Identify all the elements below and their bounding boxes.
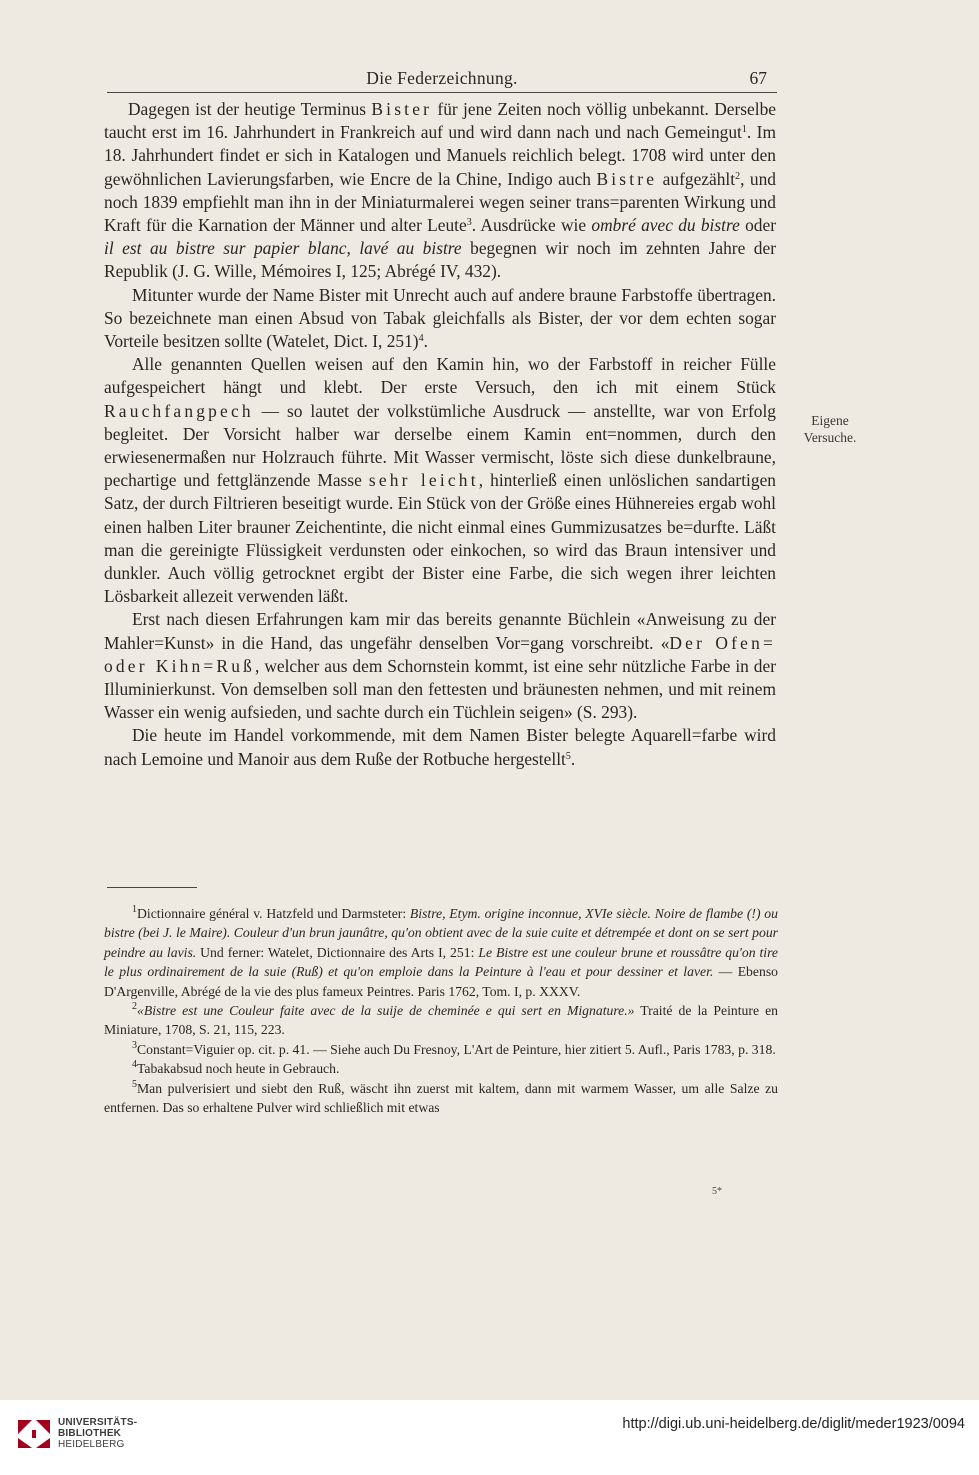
margin-note-line: Versuche. bbox=[803, 430, 857, 445]
text-run: , welcher aus dem Schornstein kommt, ist eine sehr nützliche Farbe in der Illuminierkunst. Von demselben soll man den fettesten und bräunesten nehmen, und mit reinem Wasser ein wenig aufsieden, und sachte durch ein Tüchlein seigen» (S. 293). bbox=[104, 655, 776, 723]
text-run: Constant=Viguier op. cit. p. 41. — Siehe auch Du Fresnoy, L'Art de Peinture, hier zitiert 5. Aufl., Paris 1783, p. 318. bbox=[137, 1041, 776, 1057]
text-run: Erst nach diesen Erfahrungen kam mir das bereits genannte Büchlein «Anweisung zu der Mahler=Kunst» in die Hand, das ungefähr denselben Vor=gang vorschreibt. « bbox=[104, 609, 776, 653]
footnote-ref: 3 bbox=[466, 217, 472, 229]
footnote-1 bbox=[104, 904, 778, 1001]
footnote-5 bbox=[104, 1079, 778, 1118]
body-text bbox=[104, 98, 776, 771]
text-run: Dictionnaire général v. Hatzfeld und Darmsteter: bbox=[137, 906, 410, 921]
text-run: begegnen wir noch im zehnten Jahre der Republik (J. G. Wille, Mémoires I, 125; Abrégé IV, 432). bbox=[104, 238, 776, 282]
text-run: oder bbox=[739, 215, 776, 236]
spaced-term: Bister bbox=[371, 99, 433, 119]
margin-note-line: Eigene bbox=[811, 413, 849, 428]
text-run: . bbox=[570, 748, 576, 769]
text-run: Dagegen ist der heutige Terminus bbox=[128, 99, 372, 119]
italic-phrase: «Bistre est une Couleur faite avec de la suije de cheminée e qui sert en Mignature.» bbox=[137, 1003, 635, 1019]
paragraph-5 bbox=[104, 724, 776, 770]
footnote-2 bbox=[104, 1001, 778, 1040]
text-run: . bbox=[423, 331, 428, 352]
text-run: Traité de la Peinture en Miniature, 1708, S. 21, 115, 223. bbox=[104, 1003, 778, 1038]
footnote-3 bbox=[104, 1040, 778, 1059]
text-run: Tabakabsud noch heute in Gebrauch. bbox=[137, 1061, 340, 1077]
footnote-ref: 5 bbox=[565, 750, 571, 762]
text-run: . Ausdrücke wie bbox=[471, 215, 592, 236]
paragraph-1 bbox=[104, 98, 776, 284]
text-run: Mitunter wurde der Name Bister mit Unrecht auch auf andere braune Farbstoffe übertragen. So bezeichnete man einen Absud von Tabak gleichfalls als Bister, der vor dem echten sogar Vorteile besitzen sollte (Watelet, Dict. I, 251) bbox=[104, 284, 776, 352]
text-run: . Im 18. Jahrhundert findet er sich in Katalogen und Manuels reichlich belegt. 1708 wird unter den gewöhnlichen Lavierungsfarben, wie Encre de la Chine, Indigo auch bbox=[104, 122, 777, 189]
footnotes bbox=[104, 904, 778, 1117]
library-logo-icon bbox=[16, 1416, 52, 1452]
italic-phrase: Bistre, Etym. origine inconnue, XVIe siècle. Noire de flambe (!) ou bistre (bei J. le Maire). Couleur d'un brun jaunâtre, qu'on obtient avec de la suie cuite et détrempée et dont on se sert pour peindre au lavis. bbox=[104, 906, 778, 960]
library-name bbox=[58, 1417, 137, 1450]
text-run: Man pulverisiert und siebt den Ruß, wäscht ihn zuerst mit kaltem, dann mit warmem Wasser, um alle Salze zu entfernen. Das so erhaltene Pulver wird schließlich mit etwas bbox=[104, 1080, 778, 1116]
text-run: , und noch 1839 empfiehlt man ihn in der Miniaturmalerei wegen seiner trans=parenten Wirkung und Kraft für die Karnation der Männer und alter Leute bbox=[104, 168, 777, 236]
library-name-line: BIBLIOTHEK bbox=[58, 1428, 122, 1439]
margin-note bbox=[790, 412, 870, 446]
footnote-number: 3 bbox=[132, 1039, 137, 1051]
page-number: 67 bbox=[749, 68, 767, 88]
footnote-number: 4 bbox=[132, 1059, 137, 1071]
library-name-line: HEIDELBERG bbox=[58, 1439, 125, 1450]
italic-phrase: Le Bistre est une couleur brune et roussâtre qu'on tire le plus ordinairement de la suie (Ruß) et qu'on emploie dans la Peinture à l'eau et pour dessiner et laver. bbox=[104, 944, 779, 980]
footnote-number: 2 bbox=[132, 1001, 137, 1013]
printer-signature: 5* bbox=[712, 1186, 722, 1197]
source-url[interactable]: http://digi.ub.uni-heidelberg.de/diglit/meder1923/0094 bbox=[622, 1416, 965, 1432]
spaced-term: Bistre bbox=[596, 168, 658, 189]
footnote-ref: 2 bbox=[735, 170, 741, 182]
running-title: Die Federzeichnung. bbox=[366, 68, 518, 88]
paragraph-4 bbox=[104, 608, 776, 724]
text-run: aufgezählt bbox=[657, 168, 736, 189]
spaced-term: Rauchfangpech bbox=[104, 400, 254, 421]
footnote-number: 5 bbox=[132, 1078, 137, 1090]
italic-phrase: il est au bistre sur papier blanc, lavé au bistre bbox=[104, 238, 462, 259]
spaced-term: Der Ofen= oder Kihn=Ruß bbox=[104, 632, 776, 676]
text-run: — so lautet der volkstümliche Ausdruck — anstellte, war von Erfolg begleitet. Der Vorsicht halber war derselbe einem Kamin ent=nommen, durch den erwiesenermaßen nur Holzrauch führte. Mit Wasser vermischt, löste sich diese dunkelbraune, pechartige und fettglänzende Masse bbox=[104, 400, 776, 491]
text-run: Die heute im Handel vorkommende, mit dem Namen Bister belegte Aquarell=farbe wird nach Lemoine und Manoir aus dem Ruße der Rotbuche hergestellt bbox=[104, 725, 776, 769]
text-run: für jene Zeiten noch völlig unbekannt. Derselbe taucht erst im 16. Jahrhundert in Frankreich auf und wird dann nach und nach Gemeingut bbox=[104, 99, 776, 143]
footnote-rule bbox=[107, 887, 197, 888]
footnote-number: 1 bbox=[132, 904, 137, 915]
spaced-term: sehr leicht bbox=[368, 470, 479, 491]
footnote-ref: 4 bbox=[418, 333, 424, 345]
running-head bbox=[107, 68, 777, 93]
text-run: , hinterließ einen unlöslichen sandartigen Satz, der durch Filtrieren beseitigt wurde. Ein Stück von der Größe eines Hühnereies ergab wohl einen halben Liter brauner Zeichentinte, die nicht einmal eines Gummizusatzes be=durfte. Läßt man die gereinigte Flüssigkeit verdunsten oder einkochen, so wird das Braun intensiver und dunkler. Auch völlig getrocknet ergibt der Bister eine Farbe, die sich wegen ihrer leichten Lösbarkeit allezeit verwenden läßt. bbox=[104, 470, 776, 607]
library-name-line: UNIVERSITÄTS- bbox=[58, 1417, 138, 1428]
text-run: Und ferner: Watelet, Dictionnaire des Arts I, 251: bbox=[196, 944, 479, 960]
text-run: — Ebenso D'Argenville, Abrégé de la vie des plus fameux Peintres. Paris 1762, Tom. I, p. XXXV. bbox=[104, 964, 778, 999]
footnote-ref: 1 bbox=[741, 124, 747, 136]
footer-bar bbox=[0, 1400, 979, 1475]
paragraph-2 bbox=[104, 284, 776, 354]
italic-phrase: ombré avec du bistre bbox=[591, 215, 740, 236]
text-run: Alle genannten Quellen weisen auf den Kamin hin, wo der Farbstoff in reicher Fülle aufgespeichert hängt und klebt. Der erste Versuch, den ich mit einem Stück bbox=[104, 354, 776, 398]
footnote-4 bbox=[104, 1059, 778, 1078]
paragraph-3 bbox=[104, 353, 776, 608]
